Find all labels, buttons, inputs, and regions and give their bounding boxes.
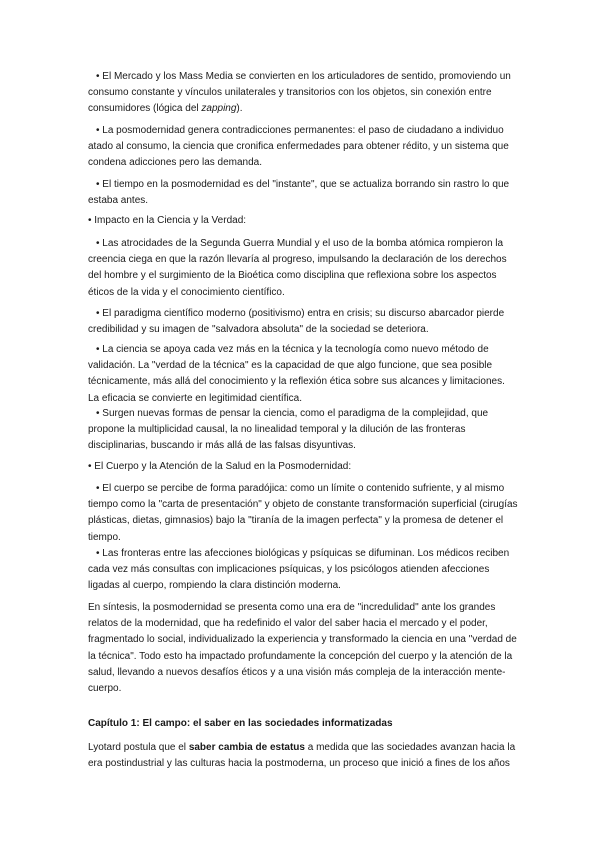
heading-cuerpo-salud: • El Cuerpo y la Atención de la Salud en la Posmodernidad: [88,461,352,472]
paragraph-text: Lyotard postula que el [88,742,189,753]
paragraph-complejidad: • Surgen nuevas formas de pensar la ciencia, como el paradigma de la complejidad, que propone la multiplicidad causal, la no linealidad temporal y la dilución de las fronteras disciplinarias, buscando ir más allá de las falsas disyuntivas. [88,408,489,452]
paragraph-cuerpo: • El cuerpo se percibe de forma paradójica: como un límite o contenido sufriente, y al mismo tiempo como la "carta de presentación" y objeto de constante transformación superficial (cirugías plásticas, dietas, gimnasios) bajo la "tiranía de la imagen perfecta" y la promesa de detener el tiempo. [88,483,518,543]
paragraph-text: • El Mercado y los Mass Media se convierten en los articuladores de sentido, promoviendo un consumo constante y vínculos unilaterales y transitorios con los objetos, sin conexión entre consumidores (lógica del [88,71,511,115]
paragraph-fronteras: • Las fronteras entre las afecciones biológicas y psíquicas se difuminan. Los médicos reciben cada vez más consultas con implicaciones psíquicas, y los psicólogos atienden afecciones ligadas al cuerpo, rompiendo la clara distinción moderna. [88,548,510,592]
heading-ciencia-verdad: • Impacto en la Ciencia y la Verdad: [88,215,247,226]
bold-saber-cambia: saber cambia de estatus [188,742,305,753]
paragraph-segunda-guerra: • Las atrocidades de la Segunda Guerra Mundial y el uso de la bomba atómica rompieron la creencia ciega en que la razón llevaría al progreso, impulsando la declaración de los derechos del hombre y el surgimiento de la Bioética como disciplina que reflexiona sobre los aspectos éticos de la vida y el conocimiento científico. [88,238,507,298]
paragraph-text-end: ). [236,103,243,115]
paragraph-tecnica: • La ciencia se apoya cada vez más en la técnica y la tecnología como nuevo método de validación. La "verdad de la técnica" es la capacidad de que algo funcione, que sea posible técnicamente, más allá del conocimiento y la reflexión ética sobre sus alcances y limitaciones. La eficacia se convierte en legitimidad científica. [88,344,505,404]
chapter-heading: Capítulo 1: El campo: el saber en las sociedades informatizadas [88,718,393,729]
paragraph-text-end: a medida que las sociedades avanzan hacia la era postindustrial y las culturas hacia la postmoderna, un proceso que inició a fines de los años [88,742,516,770]
emphasis-zapping: zapping [201,103,237,115]
paragraph-sintesis: En síntesis, la posmodernidad se presenta como una era de "incredulidad" ante los grandes relatos de la modernidad, que ha redefinido el valor del saber hacia el mercado y el poder, fragmentado lo social, individualizado la experiencia y transformado la ciencia en una "verdad de la técnica". Todo esto ha impactado profundamente la concepción del cuerpo y la atención de la salud, llevando a nuevos desafíos éticos y a una visión más compleja de la interacción mente-cuerpo. [88,602,517,695]
paragraph-paradigma: • El paradigma científico moderno (positivismo) entra en crisis; su discurso abarcador pierde credibilidad y su imagen de "salvadora absoluta" de la sociedad se deteriora. [88,308,505,336]
paragraph-lyotard [88,740,518,772]
paragraph-mass-media [88,69,518,118]
paragraph-contradicciones: • La posmodernidad genera contradicciones permanentes: el paso de ciudadano a individuo atado al consumo, la ciencia que cronifica enfermedades para obtener rédito, y un sistema que condena adicciones pero las demanda. [88,125,509,169]
paragraph-tiempo: • El tiempo en la posmodernidad es del "instante", que se actualiza borrando sin rastro lo que estaba antes. [88,179,510,207]
